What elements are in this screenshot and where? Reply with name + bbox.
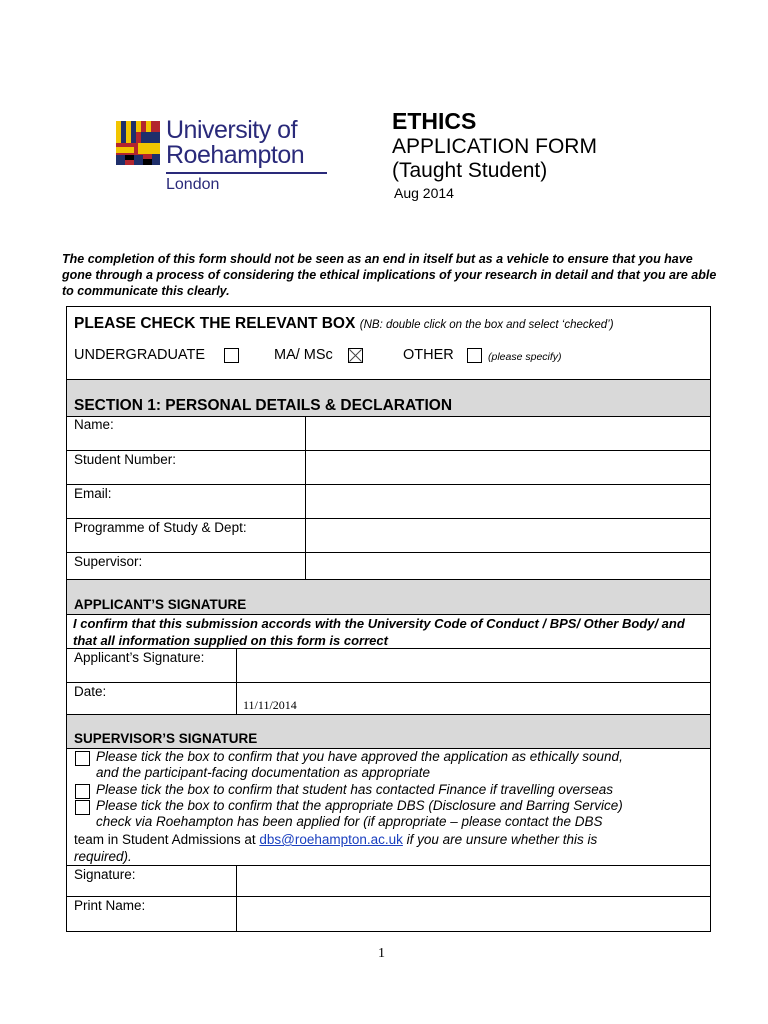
dbs-text-line4: required). [74,849,132,864]
supervisor-signature-label: Signature: [74,867,136,882]
approval-checkbox[interactable] [75,751,90,766]
row-supervisor [66,552,711,581]
option-ma-msc-label: MA/ MSc [274,347,333,363]
applicant-header [66,579,711,615]
applicant-date-label: Date: [74,684,107,699]
email-label: Email: [74,486,112,501]
row-programme [66,518,711,553]
intro-paragraph: The completion of this form should not be seen as an end in itself but as a vehicle to ensure that you have gone through a process of considering the ethical implications of your research in detail and that you are able to communicate this clearly. [62,252,717,298]
undergraduate-checkbox[interactable] [224,348,239,363]
row-print-name [66,896,711,932]
logo-text-university-of: University of [166,116,298,144]
applicant-signature-label: Applicant’s Signature: [74,650,205,665]
applicant-signature-field[interactable] [236,649,712,682]
applicant-date-value: 11/11/2014 [243,698,297,712]
supervisor-heading: SUPERVISOR’S SIGNATURE [74,731,258,746]
row-name [66,416,711,451]
section1-header [66,379,711,417]
check-section-note: (NB: double click on the box and select ‘checked’) [359,319,614,331]
other-checkbox[interactable] [467,348,482,363]
print-name-label: Print Name: [74,898,146,913]
supervisor-signature-field[interactable] [236,866,712,896]
print-name-field[interactable] [236,897,712,931]
applicant-declaration-row [66,614,711,649]
dbs-text-line1: Please tick the box to confirm that the appropriate DBS (Disclosure and Barring Service) [96,798,623,813]
form-subtitle: APPLICATION FORM [392,135,597,158]
applicant-declaration: I confirm that this submission accords with the University Code of Conduct / BPS/ Other Body/ and that all information supplied on this form is correct [73,616,685,648]
programme-label: Programme of Study & Dept: [74,520,247,535]
row-supervisor-signature [66,865,711,897]
option-other-note: (please specify) [488,351,562,363]
dbs-email-link[interactable]: dbs@roehampton.ac.uk [259,832,403,847]
approval-text-line2: and the participant-facing documentation as appropriate [96,765,430,780]
form-subtitle-audience: (Taught Student) [392,159,548,182]
supervisor-field[interactable] [305,553,712,580]
row-email [66,484,711,519]
row-applicant-signature [66,648,711,683]
programme-field[interactable] [305,519,712,552]
form-version-date: Aug 2014 [394,185,454,201]
university-crest-icon [116,121,160,165]
dbs-text-line2: check via Roehampton has been applied for (if appropriate – please contact the DBS [96,814,603,829]
student-number-field[interactable] [305,451,712,484]
email-field[interactable] [305,485,712,518]
approval-text-line1: Please tick the box to confirm that you have approved the application as ethically sound, [96,749,623,764]
finance-text: Please tick the box to confirm that student has contacted Finance if travelling overseas [96,782,614,797]
applicant-date-field[interactable] [236,683,712,714]
student-number-label: Student Number: [74,452,177,467]
logo-divider [166,172,327,174]
finance-checkbox[interactable] [75,784,90,799]
row-applicant-date [66,682,711,715]
name-label: Name: [74,417,114,432]
page-number: 1 [378,946,385,961]
dbs-text-line3-prefix: team in Student Admissions at [74,832,260,847]
form-title: ETHICS [392,108,477,134]
supervisor-header [66,714,711,749]
logo-text-london: London [166,176,220,193]
dbs-text-line3 [74,832,597,849]
applicant-heading: APPLICANT’S SIGNATURE [74,597,247,612]
supervisor-label: Supervisor: [74,554,143,569]
ma-msc-checkbox[interactable] [348,348,363,363]
row-student-number [66,450,711,485]
name-field[interactable] [305,417,712,450]
section1-heading: SECTION 1: PERSONAL DETAILS & DECLARATION [74,397,453,414]
logo-text-roehampton: Roehampton [166,141,305,169]
check-box-section [66,306,711,380]
check-section-heading: PLEASE CHECK THE RELEVANT BOX [74,315,356,332]
option-undergraduate-label: UNDERGRADUATE [74,347,206,363]
supervisor-confirmation-block [66,748,711,866]
option-other-label: OTHER [403,347,454,363]
dbs-checkbox[interactable] [75,800,90,815]
dbs-text-line3-suffix: if you are unsure whether this is [402,832,598,847]
